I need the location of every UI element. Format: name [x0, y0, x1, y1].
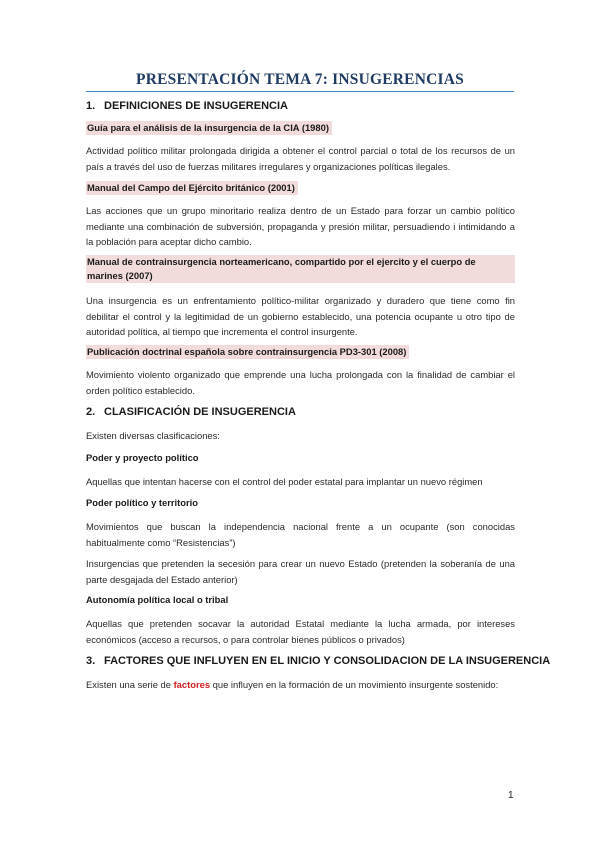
- factors-text-before: Existen una serie de: [86, 679, 171, 690]
- definition-source-us: Manual de contrainsurgencia norteamericano, compartido por el ejercito y el cuerpo de marines (2007): [86, 255, 515, 283]
- classification-intro: Existen diversas clasificaciones:: [86, 430, 220, 441]
- classification-label-territory: Poder político y territorio: [86, 497, 198, 508]
- classification-text-local: Aquellas que pretenden socavar la autoridad Estatal mediante la lucha armada, por intereses económicos (acceso a recursos, o para controlar bienes públicos o privados): [86, 618, 515, 645]
- section-3-heading: [86, 655, 550, 667]
- classification-label-power: Poder y proyecto político: [86, 452, 199, 463]
- classification-text-power: Aquellas que intentan hacerse con el control del poder estatal para implantar un nuevo régimen: [86, 476, 483, 487]
- classification-label-local: Autonomía política local o tribal: [86, 594, 229, 605]
- section-title: DEFINICIONES DE INSUGERENCIA: [104, 100, 288, 112]
- factors-highlight: factores: [173, 679, 211, 690]
- page-number: 1: [508, 790, 514, 801]
- factors-text-after: que influyen en la formación de un movimiento insurgente sostenido:: [212, 679, 499, 690]
- definition-source-cia: Guía para el análisis de la insurgencia de la CIA (1980): [86, 121, 332, 135]
- definition-source-british: Manual del Campo del Ejército británico (2001): [86, 181, 298, 195]
- factors-intro: [86, 677, 515, 693]
- section-1-heading: [86, 100, 288, 112]
- definition-text-cia: Actividad político militar prolongada dirigida a obtener el control parcial o total de los recursos de un país a través del uso de fuerzas militares irregulares y organizaciones políticas ilegales.: [86, 145, 515, 172]
- section-2-heading: [86, 406, 296, 418]
- section-number: 1.: [86, 100, 96, 112]
- definition-text-british: Las acciones que un grupo minoritario realiza dentro de un Estado para forzar un cambio político mediante una combinación de subversión, propaganda y presión militar, persuadiendo i intimidando a la población para aceptar dicho cambio.: [86, 205, 515, 247]
- section-number: 2.: [86, 406, 96, 418]
- classification-text-territory-1: Movimientos que buscan la independencia nacional frente a un ocupante (son conocidas habitualmente como “Resistencias”): [86, 521, 515, 548]
- classification-text-territory-2: Insurgencias que pretenden la secesión para crear un nuevo Estado (pretenden la soberanía de una parte desgajada del Estado anterior): [86, 558, 515, 585]
- section-number: 3.: [86, 655, 96, 667]
- definition-text-spain: Movimiento violento organizado que emprende una lucha prolongada con la finalidad de cambiar el orden político establecido.: [86, 369, 515, 396]
- definition-source-spain: Publicación doctrinal española sobre contrainsurgencia PD3-301 (2008): [86, 345, 409, 359]
- section-title: CLASIFICACIÓN DE INSUGERENCIA: [104, 406, 296, 418]
- definition-text-us: Una insurgencia es un enfrentamiento político-militar organizado y duradero que tiene como fin debilitar el control y la legitimidad de un gobierno establecido, una potencia ocupante u otro tipo de autoridad política, al tiempo que incrementa el control insurgente.: [86, 295, 515, 337]
- document-title: PRESENTACIÓN TEMA 7: INSUGERENCIAS: [86, 71, 514, 92]
- section-title: FACTORES QUE INFLUYEN EN EL INICIO Y CONSOLIDACION DE LA INSUGERENCIA: [104, 655, 551, 667]
